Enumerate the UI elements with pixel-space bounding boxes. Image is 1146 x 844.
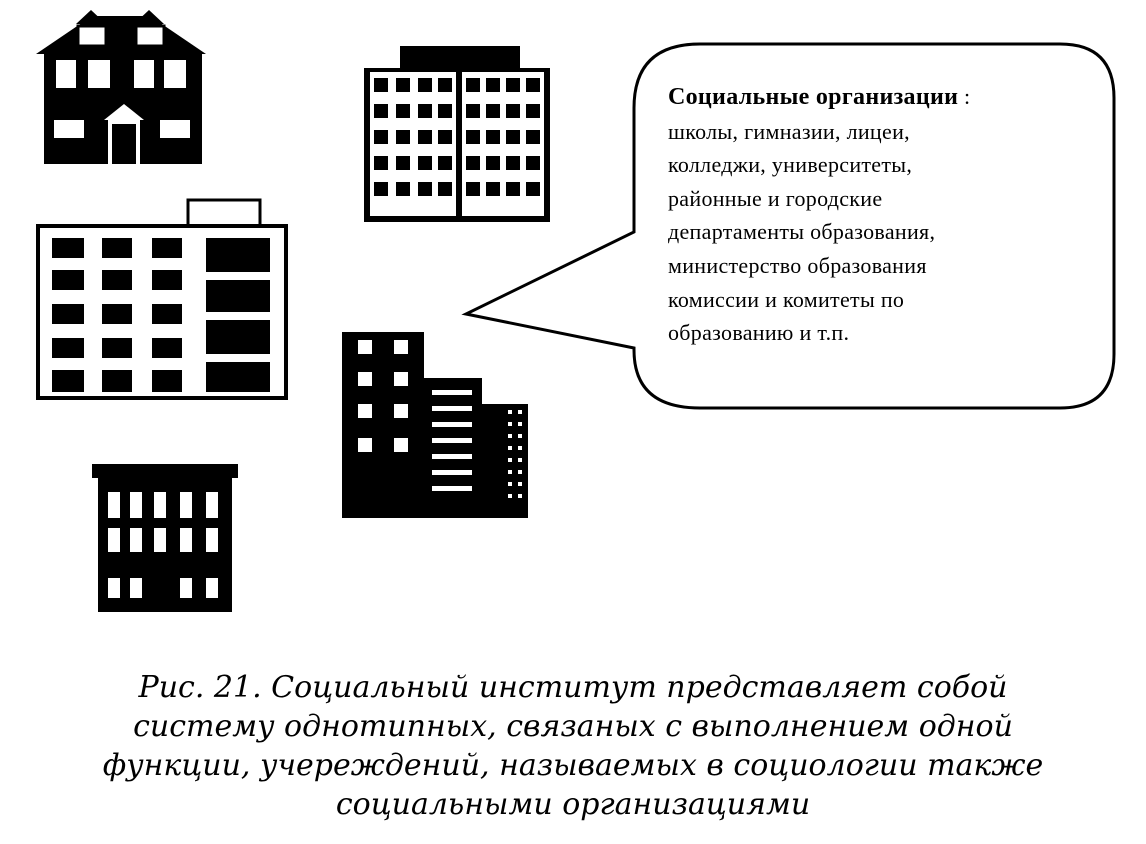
caption-line: функции, учереждений, называемых в социологии также <box>102 748 1044 783</box>
bubble-text <box>668 80 1088 350</box>
caption-line: социальными организациями <box>335 787 811 822</box>
caption-line: Рис. 21. Социальный институт представляет собой <box>138 670 1008 705</box>
bubble-heading-suffix: : <box>958 84 971 109</box>
bubble-line: районные и городские <box>668 185 883 211</box>
bubble-heading-line <box>668 80 1088 115</box>
wide-building-icon <box>38 200 286 398</box>
bubble-line: министерство образования <box>668 252 927 278</box>
skyscraper-cluster-icon <box>342 332 528 518</box>
office-building-icon <box>364 46 550 222</box>
bubble-line: департаменты образования, <box>668 219 936 245</box>
bubble-line: комиссии и комитеты по <box>668 286 905 312</box>
house-icon <box>36 10 206 164</box>
bubble-heading: Социальные организации <box>668 84 959 110</box>
bubble-line: колледжи, университеты, <box>668 152 913 178</box>
figure-caption <box>40 668 1106 824</box>
small-building-icon <box>92 464 238 612</box>
caption-line: систему однотипных, связаных с выполнением одной <box>133 709 1013 744</box>
bubble-line: школы, гимназии, лицеи, <box>668 118 910 144</box>
bubble-line: образованию и т.п. <box>668 320 850 346</box>
